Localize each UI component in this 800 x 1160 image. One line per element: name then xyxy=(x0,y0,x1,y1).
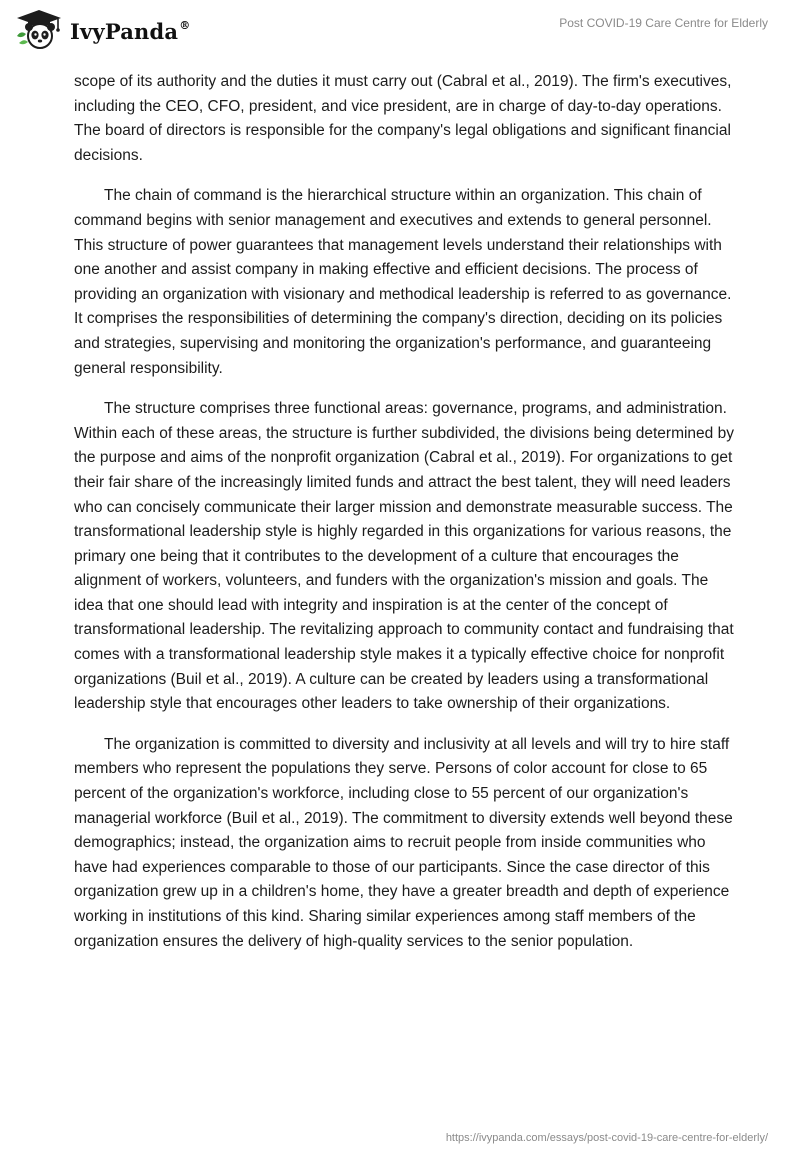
paragraph-diversity: The organization is committed to diversity and inclusivity at all levels and will try to hire staff members who represent the populations they serve. Persons of color account for close to 65 percent of the organization's workforce, including close to 55 percent of our organization's managerial workforce (Buil et al., 2019). The commitment to diversity extends well beyond these demographics; instead, the organization aims to recruit people from inside communities who have had experiences comparable to those of our participants. Since the case director of this organization grew up in a children's home, they have a greater breadth and depth of experience working in institutions of this kind. Sharing similar experiences among staff members of the organization ensures the delivery of high-quality services to the senior population. xyxy=(74,735,733,950)
ivypanda-logo[interactable] xyxy=(14,8,190,50)
paragraph-chain-of-command: The chain of command is the hierarchical structure within an organization. This chain of command begins with senior management and executives and extends to general personnel. This structure of power guarantees that management levels understand their relationships with one another and assist company in making effective and efficient decisions. The process of providing an organization with visionary and methodical leadership is referred to as governance. It comprises the responsibilities of determining the company's direction, deciding on its policies and strategies, supervising and monitoring the organization's performance, and guaranteeing general responsibility. xyxy=(74,187,732,377)
source-url[interactable]: https://ivypanda.com/essays/post-covid-19-care-centre-for-elderly/ xyxy=(445,1132,768,1144)
document-title: Post COVID-19 Care Centre for Elderly xyxy=(559,16,768,30)
panda-graduate-icon xyxy=(14,8,64,50)
logo-text: IvyPanda xyxy=(70,18,179,44)
essay-body xyxy=(74,70,734,970)
paragraph-structure: The structure comprises three functional areas: governance, programs, and administration. Within each of these areas, the structure is further subdivided, the divisions being determined by the purpose and aims of the nonprofit organization (Cabral et al., 2019). For organizations to get their fair share of the increasingly limited funds and attract the best talent, they will need leaders who can concisely communicate their larger mission and demonstrate measurable success. The transformational leadership style is highly regarded in this organizations for various reasons, the primary one being that it contributes to the development of a culture that encourages the alignment of workers, volunteers, and funders with the organization's mission and goals. The idea that one should lead with integrity and inspiration is at the center of the concept of transformational leadership. The revitalizing approach to community contact and fundraising that comes with a transformational leadership style makes it a typically effective choice for nonprofit organizations (Buil et al., 2019). A culture can be created by leaders using a transformational leadership style that encourages other leaders to take ownership of their organizations. xyxy=(74,400,734,713)
logo-wordmark xyxy=(70,19,190,44)
paragraph-continued: scope of its authority and the duties it must carry out (Cabral et al., 2019). The firm's executives, including the CEO, CFO, president, and vice president, are in charge of day-to-day operations. The board of directors is responsible for the company's legal obligations and significant financial decisions. xyxy=(74,73,732,164)
page-header xyxy=(0,0,800,70)
registered-mark: ® xyxy=(179,18,191,32)
